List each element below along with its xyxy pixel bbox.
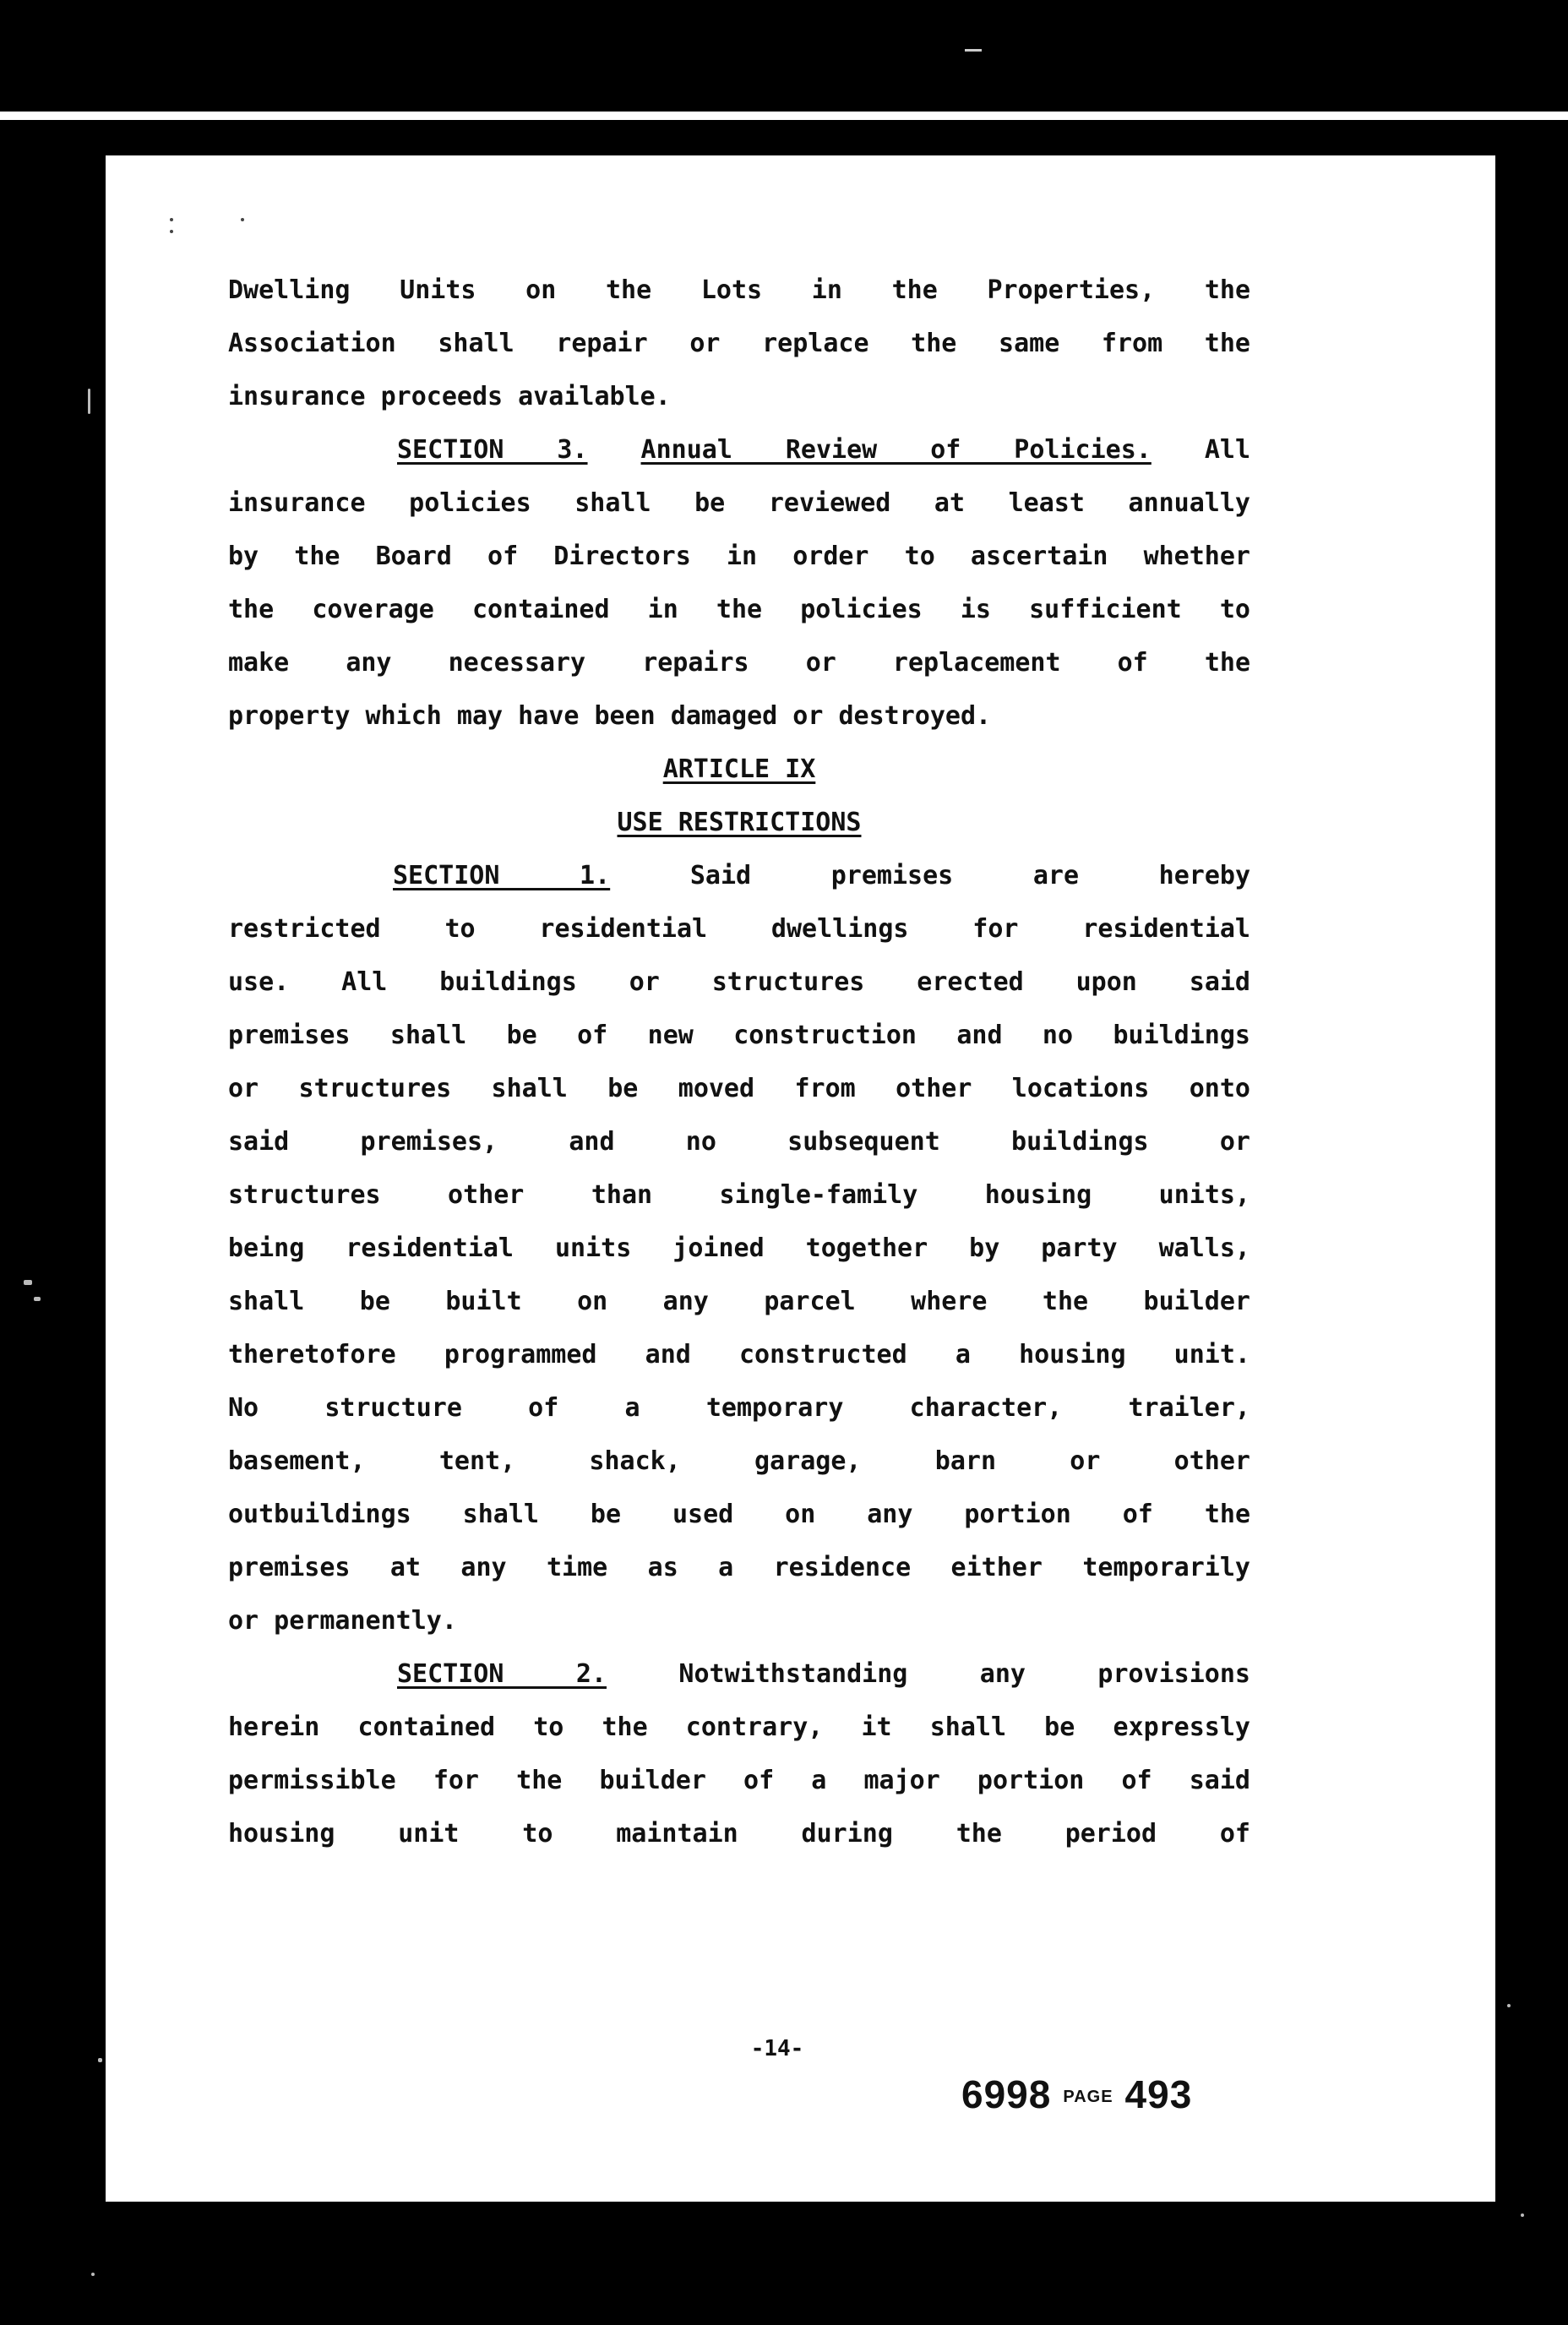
scan-speck bbox=[1507, 2004, 1511, 2007]
text-line: outbuildings shall be used on any portion of the bbox=[228, 1500, 1250, 1529]
section-1-label: SECTION 1. bbox=[393, 861, 611, 890]
page-number: -14- bbox=[750, 2036, 804, 2061]
scan-artifact-dash bbox=[965, 49, 982, 52]
stamp-page-number: 493 bbox=[1124, 2072, 1193, 2116]
text-line: or structures shall be moved from other locations onto bbox=[228, 1074, 1250, 1103]
text-line: property which may have been damaged or destroyed. bbox=[228, 701, 992, 731]
text-line: structures other than single-family housing units, bbox=[228, 1180, 1250, 1210]
text-line: theretofore programmed and constructed a housing unit. bbox=[228, 1340, 1250, 1369]
scan-speck bbox=[24, 1280, 32, 1285]
stamp-book-number: 6998 bbox=[961, 2072, 1052, 2116]
recording-stamp bbox=[961, 2072, 1192, 2117]
article-heading-line bbox=[228, 743, 1250, 796]
text-fragment: Notwithstanding any provisions bbox=[678, 1659, 1250, 1689]
text-line: make any necessary repairs or replacement of the bbox=[228, 648, 1250, 678]
text-line: insurance policies shall be reviewed at least annually bbox=[228, 488, 1250, 518]
scan-mark bbox=[241, 218, 244, 221]
scan-top-rule bbox=[0, 112, 1568, 120]
scan-speck bbox=[98, 2058, 102, 2062]
scan-speck bbox=[1521, 2213, 1524, 2217]
scan-speck bbox=[91, 2273, 95, 2276]
text-line: the coverage contained in the policies is sufficient to bbox=[228, 595, 1250, 624]
article-subheading-line bbox=[228, 796, 1250, 849]
text-line: Association shall repair or replace the same from the bbox=[228, 329, 1250, 358]
text-line: basement, tent, shack, garage, barn or other bbox=[228, 1446, 1250, 1476]
text-line: premises shall be of new construction and no buildings bbox=[228, 1021, 1250, 1050]
text-line: restricted to residential dwellings for residential bbox=[228, 914, 1250, 944]
text-line: housing unit to maintain during the period of bbox=[228, 1819, 1250, 1849]
section-3-heading-line bbox=[228, 423, 1250, 476]
section-1-heading-line bbox=[228, 849, 1250, 902]
text-fragment: Said premises are hereby bbox=[689, 861, 1250, 890]
scan-speck bbox=[34, 1297, 41, 1301]
text-line: by the Board of Directors in order to ascertain whether bbox=[228, 542, 1250, 571]
scan-speck bbox=[88, 389, 90, 414]
article-subheading: USE RESTRICTIONS bbox=[617, 808, 862, 837]
article-heading: ARTICLE IX bbox=[662, 754, 816, 784]
section-3-title: Annual Review of Policies. bbox=[640, 435, 1152, 465]
document-text bbox=[228, 264, 1250, 1860]
text-line: being residential units joined together by party walls, bbox=[228, 1233, 1250, 1263]
text-line: use. All buildings or structures erected upon said bbox=[228, 967, 1250, 997]
section-3-label: SECTION 3. bbox=[397, 435, 588, 465]
text-line: No structure of a temporary character, trailer, bbox=[228, 1393, 1250, 1423]
section-2-label: SECTION 2. bbox=[397, 1659, 607, 1689]
text-line: said premises, and no subsequent buildings or bbox=[228, 1127, 1250, 1157]
text-fragment: All bbox=[1204, 435, 1250, 465]
text-line: permissible for the builder of a major portion of said bbox=[228, 1766, 1250, 1795]
text-line: insurance proceeds available. bbox=[228, 382, 671, 411]
scan-mark bbox=[170, 230, 173, 233]
text-line: shall be built on any parcel where the builder bbox=[228, 1287, 1250, 1316]
text-line: premises at any time as a residence either temporarily bbox=[228, 1553, 1250, 1582]
section-2-heading-line bbox=[228, 1647, 1250, 1701]
scan-mark bbox=[170, 218, 173, 221]
text-line: herein contained to the contrary, it shall be expressly bbox=[228, 1712, 1250, 1742]
text-line: Dwelling Units on the Lots in the Properties, the bbox=[228, 275, 1250, 305]
text-line: or permanently. bbox=[228, 1606, 457, 1636]
stamp-page-label: PAGE bbox=[1063, 2088, 1113, 2107]
